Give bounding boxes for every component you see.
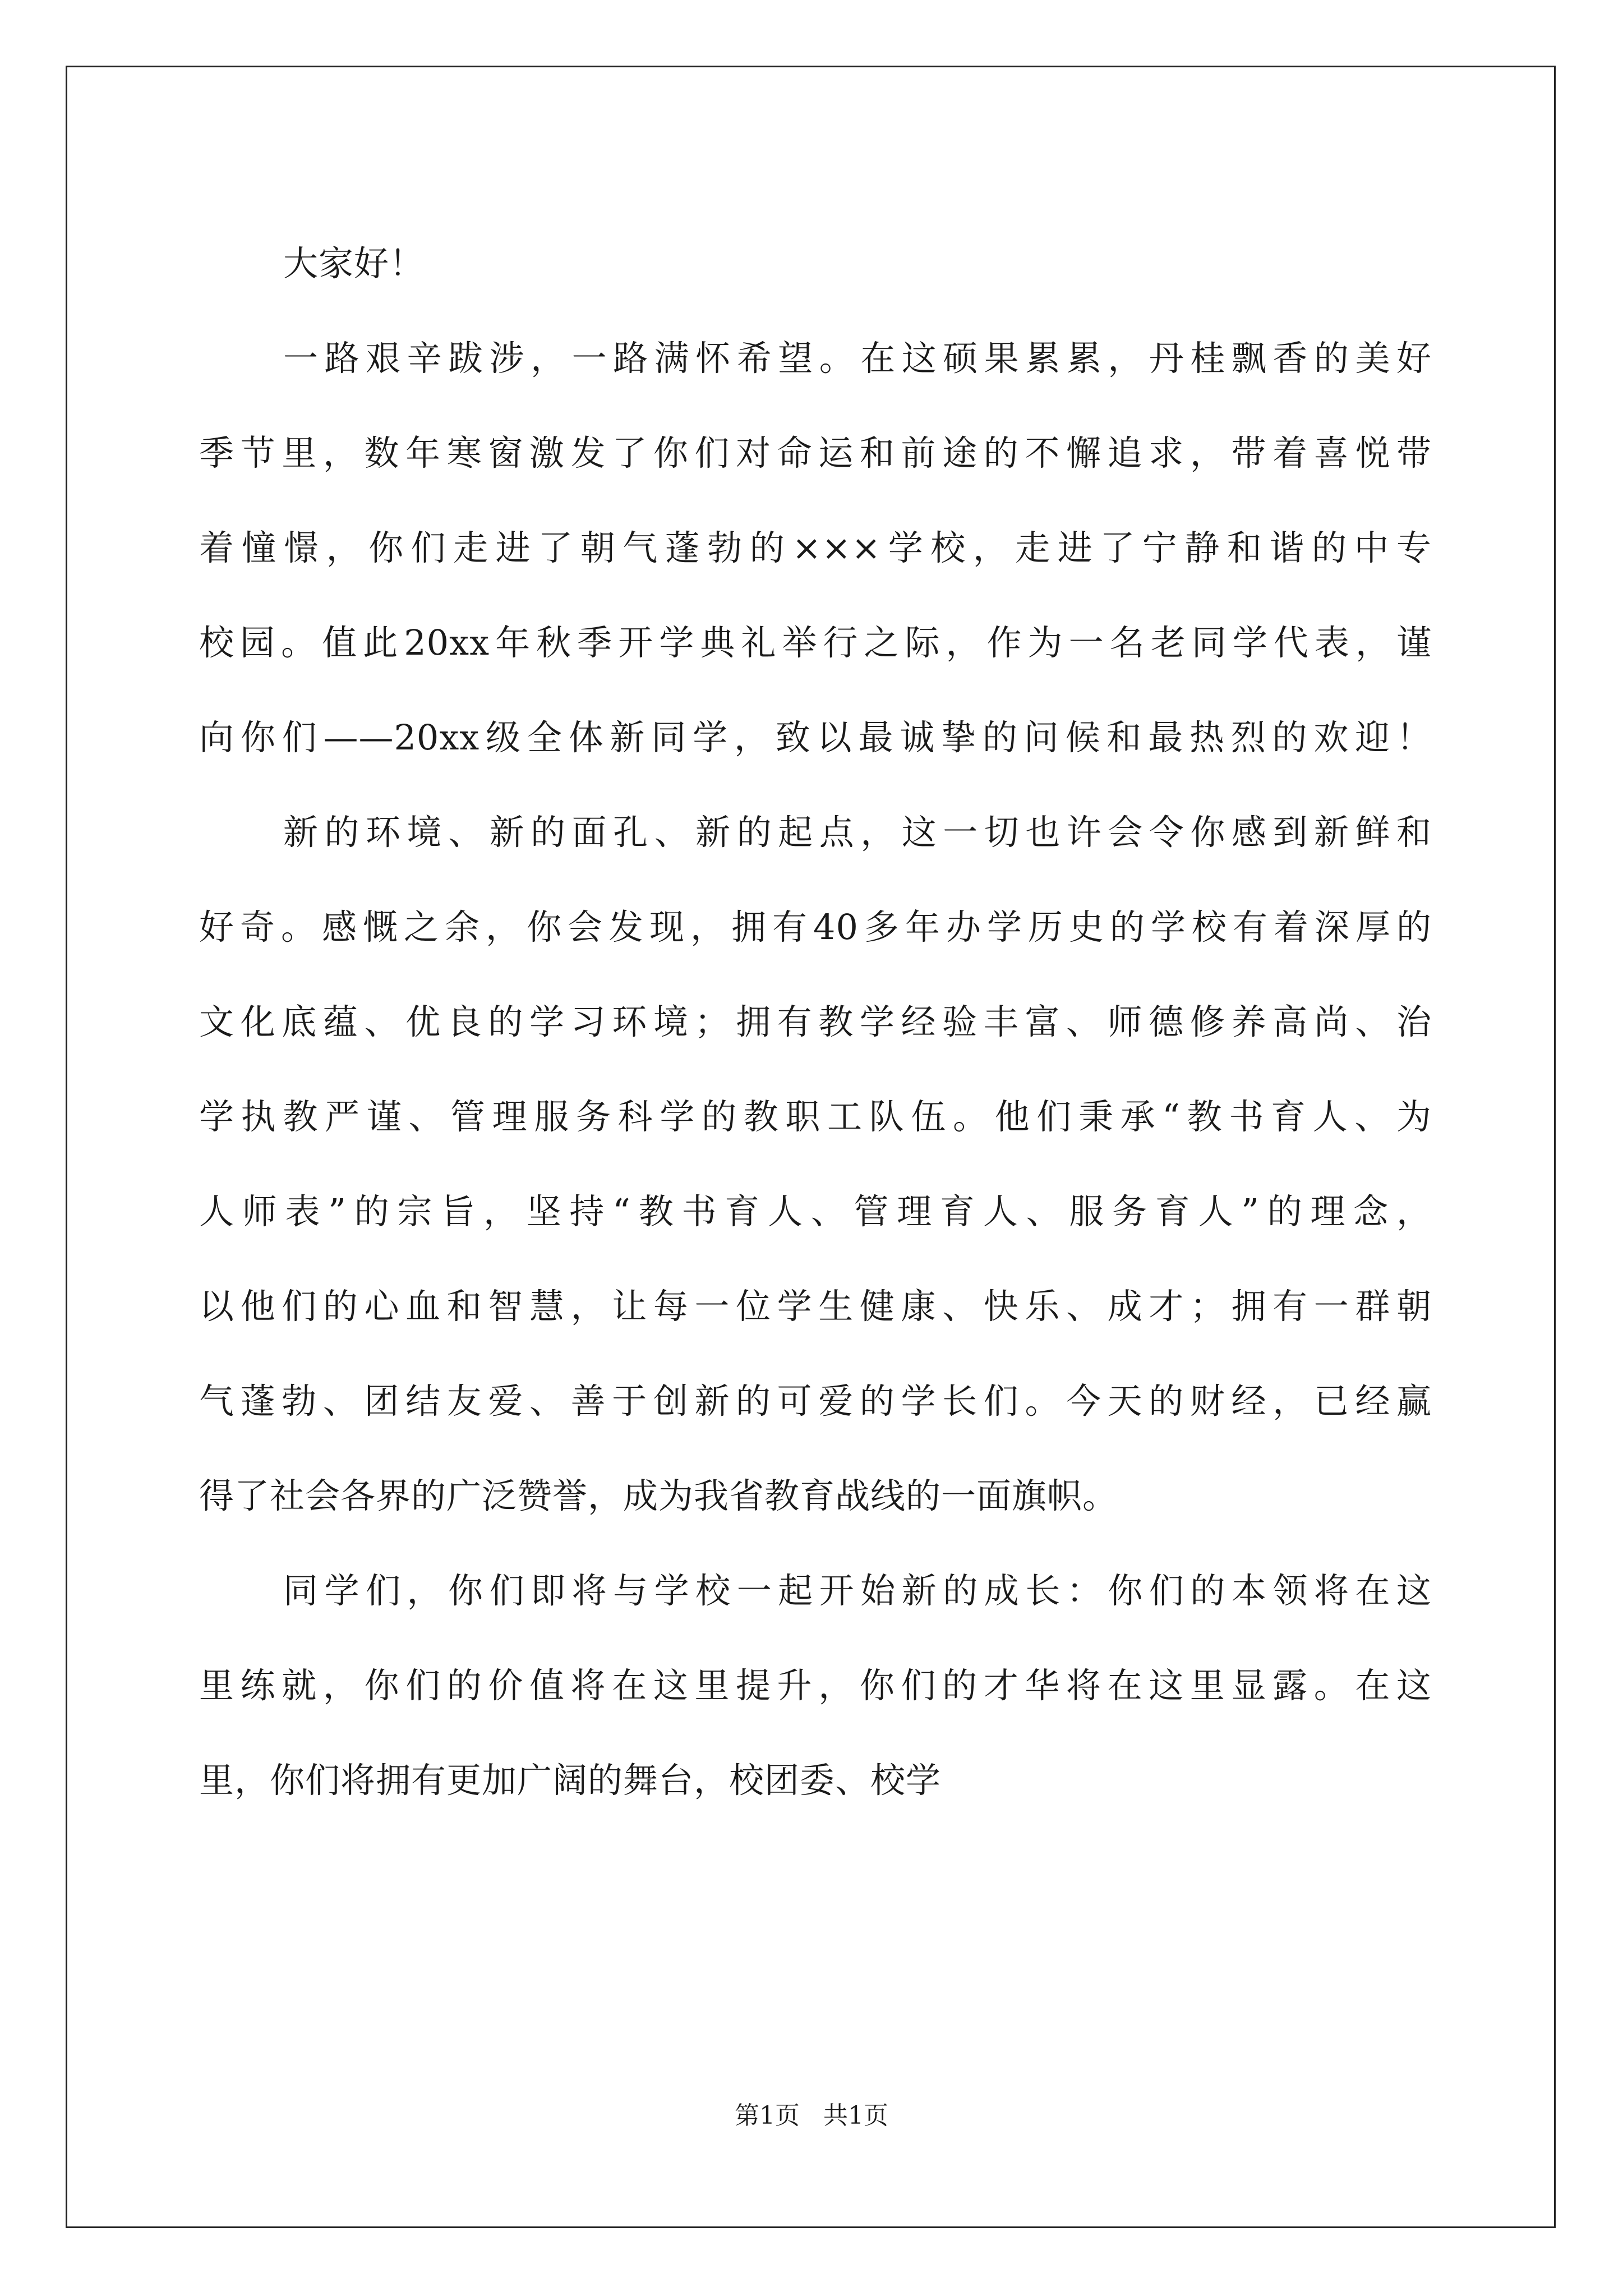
paragraph-line: 季节里，数年寒窗激发了你们对命运和前途的不懈追求，带着喜悦带 [199, 432, 1432, 473]
paragraph-line: 一路艰辛跋涉，一路满怀希望。在这硕果累累，丹桂飘香的美好 [283, 338, 1432, 379]
paragraph-line: 文化底蕴、优良的学习环境；拥有教学经验丰富、师德修养高尚、治 [199, 1001, 1432, 1042]
page-number-footer: 第1页 共1页 [735, 2101, 888, 2130]
paragraph-line: 学执教严谨、管理服务科学的教职工队伍。他们秉承“教书育人、为 [199, 1096, 1432, 1137]
paragraph-3 [199, 1543, 1432, 1828]
paragraph-line: 里，你们将拥有更加广阔的舞台，校团委、校学 [199, 1760, 942, 1801]
paragraph-line: 以他们的心血和智慧，让每一位学生健康、快乐、成才；拥有一群朝 [199, 1286, 1432, 1327]
paragraph-line: 向你们——20xx级全体新同学，致以最诚挚的问候和最热烈的欢迎！ [199, 717, 1432, 758]
paragraph-2 [199, 785, 1432, 1543]
paragraph-line: 校园。值此20xx年秋季开学典礼举行之际，作为一名老同学代表，谨 [199, 622, 1432, 663]
paragraph-line: 得了社会各界的广泛赞誉，成为我省教育战线的一面旗帜。 [199, 1475, 1118, 1516]
greeting: 大家好！ [283, 243, 425, 284]
paragraph-line: 同学们，你们即将与学校一起开始新的成长：你们的本领将在这 [283, 1570, 1432, 1611]
paragraph-line: 人师表”的宗旨，坚持“教书育人、管理育人、服务育人”的理念， [199, 1191, 1432, 1232]
paragraph-line: 气蓬勃、团结友爱、善于创新的可爱的学长们。今天的财经，已经赢 [199, 1381, 1432, 1421]
paragraph-1 [199, 311, 1432, 785]
paragraph-line: 好奇。感慨之余，你会发现，拥有40多年办学历史的学校有着深厚的 [199, 907, 1432, 947]
document-body [199, 216, 1432, 1828]
paragraph-line: 新的环境、新的面孔、新的起点，这一切也许会令你感到新鲜和 [283, 812, 1432, 853]
paragraph-line: 里练就，你们的价值将在这里提升，你们的才华将在这里显露。在这 [199, 1665, 1432, 1706]
paragraph-line: 着憧憬，你们走进了朝气蓬勃的×××学校，走进了宁静和谐的中专 [199, 527, 1432, 568]
